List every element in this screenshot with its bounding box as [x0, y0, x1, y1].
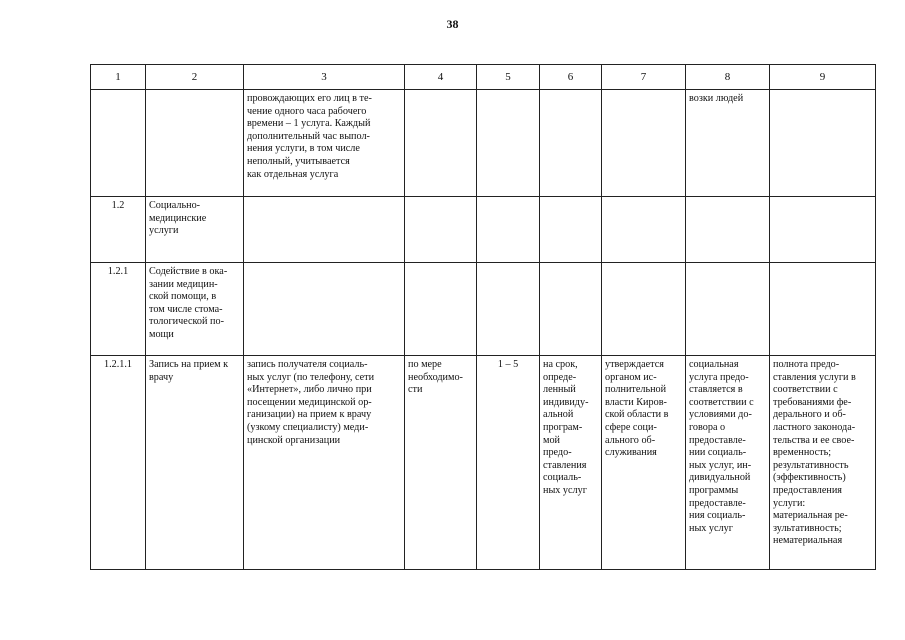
table-row — [91, 356, 876, 570]
cell-number: 1.2 — [91, 197, 146, 263]
cell-description — [244, 263, 405, 356]
cell-service-name: Запись на прием к врачу — [146, 356, 244, 570]
cell-frequency — [405, 90, 477, 197]
cell-quality — [770, 197, 876, 263]
cell-conditions: возки людей — [686, 90, 770, 197]
cell-volume — [477, 90, 540, 197]
header-col-1: 1 — [91, 65, 146, 90]
cell-term: на срок, опреде- ленный индивиду- альной програм- мой предо- ставления социаль- ных услуг — [540, 356, 602, 570]
cell-quality: полнота предо- ставления услуги в соответствии с требованиями фе- дерального и об- ластного законода- тельства и ее свое- временность; результативность (эффективность) предоставления услуги: материальная ре- зультативность; нематериальная — [770, 356, 876, 570]
cell-service-name — [146, 90, 244, 197]
cell-frequency — [405, 197, 477, 263]
header-col-2: 2 — [146, 65, 244, 90]
cell-service-name: Содействие в ока- зании медицин- ской помощи, в том числе стома- тологической по- мощи — [146, 263, 244, 356]
cell-description — [244, 197, 405, 263]
cell-number: 1.2.1 — [91, 263, 146, 356]
header-col-8: 8 — [686, 65, 770, 90]
table-row — [91, 263, 876, 356]
cell-conditions: социальная услуга предо- ставляется в соответствии с условиями до- говора о предоставле- нии социаль- ных услуг, ин- дивидуальной программы предоставле- ния социаль- ных услуг — [686, 356, 770, 570]
cell-rate: утверждается органом ис- полнительной власти Киров- ской области в сфере соци- ального об- служивания — [602, 356, 686, 570]
page-number: 38 — [446, 17, 459, 31]
cell-description: запись получателя социаль- ных услуг (по телефону, сети «Интернет», либо лично при посещении медицинской ор- ганизации) на прием к врачу (узкому специалисту) меди- цинской организации — [244, 356, 405, 570]
header-col-5: 5 — [477, 65, 540, 90]
services-table — [90, 64, 876, 570]
table-row — [91, 90, 876, 197]
cell-term — [540, 263, 602, 356]
cell-rate — [602, 90, 686, 197]
cell-conditions — [686, 263, 770, 356]
header-col-4: 4 — [405, 65, 477, 90]
cell-number — [91, 90, 146, 197]
cell-term — [540, 197, 602, 263]
cell-rate — [602, 197, 686, 263]
cell-rate — [602, 263, 686, 356]
cell-volume: 1 – 5 — [477, 356, 540, 570]
cell-quality — [770, 90, 876, 197]
cell-frequency: по мере необходимо- сти — [405, 356, 477, 570]
cell-volume — [477, 197, 540, 263]
cell-conditions — [686, 197, 770, 263]
cell-service-name: Социально- медицинские услуги — [146, 197, 244, 263]
header-row — [91, 65, 876, 90]
header-col-9: 9 — [770, 65, 876, 90]
cell-description: провождающих его лиц в те- чение одного часа рабочего времени – 1 услуга. Каждый дополнительный час выпол- нения услуги, в том числе неполный, учитывается как отдельная услуга — [244, 90, 405, 197]
cell-frequency — [405, 263, 477, 356]
header-col-3: 3 — [244, 65, 405, 90]
table-row — [91, 197, 876, 263]
cell-quality — [770, 263, 876, 356]
header-col-7: 7 — [602, 65, 686, 90]
cell-volume — [477, 263, 540, 356]
cell-number: 1.2.1.1 — [91, 356, 146, 570]
cell-term — [540, 90, 602, 197]
header-col-6: 6 — [540, 65, 602, 90]
